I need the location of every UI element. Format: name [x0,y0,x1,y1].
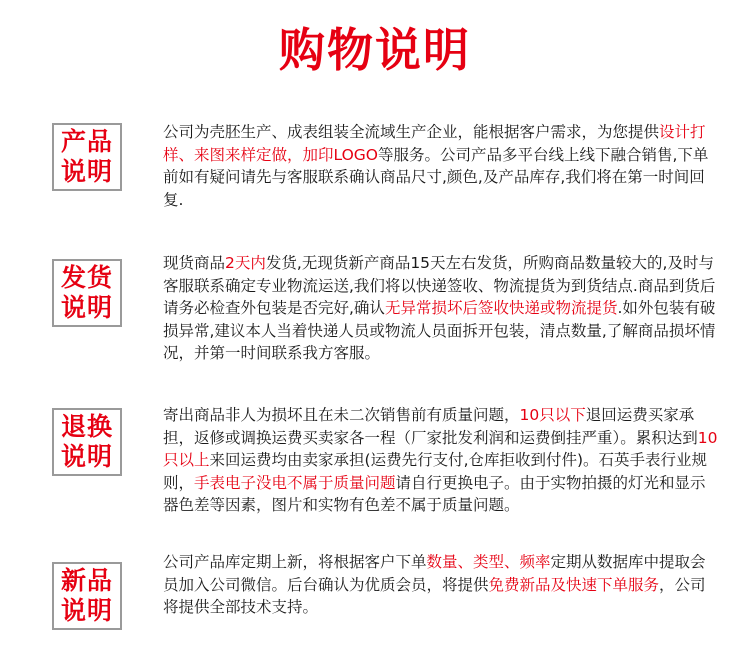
highlight-segment: 无异常损坏后签收快递或物流提货 [384,299,618,317]
text-segment: 发货,无现货新产商品15天左右发货，所购商品数量较大的,及时与客服联系确定专业物流运送,我们将以快递签收、物流提货为到货结点.商品到货后请务必检查外包装是否完好,确认 [163,254,716,317]
badge-line2: 说明 [60,596,113,625]
text-segment: 来回运费均由卖家承担(运费先行支付,仓库拒收到付件)。石英手表行业规则， [163,451,708,492]
highlight-segment: 10只以上 [163,428,718,469]
highlight-segment: 2天内 [225,254,266,272]
text-segment: 公司产品库定期上新，将根据客户下单 [163,553,427,571]
badge-line1: 产品 [60,127,113,156]
highlight-segment: 10只以下 [519,406,586,424]
text-segment: 退回运费买家承担，返修或调换运费买卖家各一程（厂家批发利润和运费倒挂严重）。累积达到 [163,406,698,447]
text-segment: ，公司将提供全部技术支持。 [163,575,706,616]
highlight-segment: 数量、类型、频率 [426,553,551,571]
badge-shipping [52,259,122,327]
highlight-segment: 免费新品及快速下单服务 [488,575,660,594]
section-new-products-text [163,551,718,619]
badge-line2: 说明 [60,442,113,471]
text-segment: 请自行更换电子。由于实物拍摄的灯光和显示器色差等因素，图片和实物有色差不属于质量问题。 [163,473,706,514]
badge-line1: 退换 [60,412,113,441]
badge-line2: 说明 [60,157,113,186]
badge-line1: 新品 [60,566,113,595]
section-returns-text [163,404,718,517]
section-shipping-text [163,252,718,365]
highlight-segment: 设计打样、来图来样定做，加印LOGO [163,123,706,164]
badge-new-products [52,562,122,630]
highlight-segment: 手表电子没电不属于质量问题 [194,473,396,492]
text-segment: 定期从数据库中提取会员加入公司微信。后台确认为优质会员，将提供 [163,553,706,594]
badge-line1: 发货 [60,263,113,292]
section-product-text [163,121,718,211]
text-segment: 现货商品 [163,254,226,272]
text-segment: 等服务。公司产品多平台线上线下融合销售,下单前如有疑问请先与客服联系确认商品尺寸,颜色,及产品库存,我们将在第一时间回复. [163,145,709,209]
badge-returns [52,408,122,476]
text-segment: 公司为壳胚生产、成表组装全流域生产企业，能根据客户需求，为您提供 [163,123,660,141]
page-title: 购物说明 [279,23,471,77]
badge-product [52,123,122,191]
badge-line2: 说明 [60,293,113,322]
text-segment: 寄出商品非人为损坏且在未二次销售前有质量问题， [163,406,520,424]
text-segment: .如外包装有破损异常,建议本人当着快递人员或物流人员面拆开包装，清点数量,了解商品损坏情况，并第一时间联系我方客服。 [163,299,716,362]
